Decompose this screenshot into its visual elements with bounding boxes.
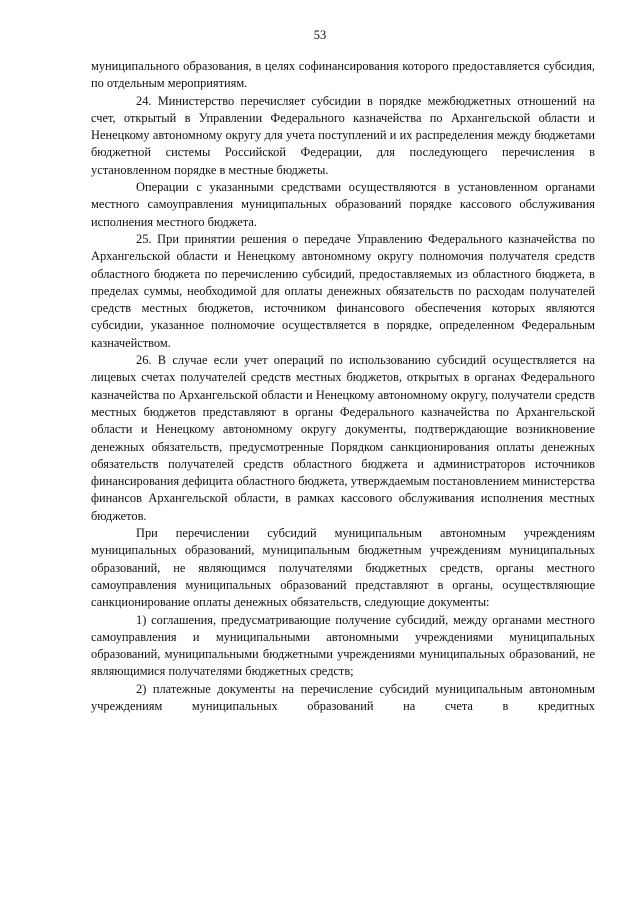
paragraph-subsidy-transfer: При перечислении субсидий муниципальным автономным учреждениям муниципальных образований, муниципальным бюджетным учреждениям муниципальных образований, не являющимся получателями бюджетных средств, органы местного самоуправления муниципальных образований представляют в органы, осуществляющие санкционирование оплаты денежных обязательств, следующие документы: xyxy=(91,526,595,610)
list-item-2: 2) платежные документы на перечисление субсидий муниципальным автономным учреждениям муниципальных образований на счета в кредитных xyxy=(91,681,595,713)
paragraph-operations: Операции с указанными средствами осуществляются в установленном органами местного самоуправления муниципальных образований порядке кассового обслуживания исполнения местного бюджета. xyxy=(91,180,595,229)
page-number: 53 xyxy=(313,28,327,42)
paragraph-item-24: 24. Министерство перечисляет субсидии в порядке межбюджетных отношений на счет, открытый в Управлении Федерального казначейства по Архангельской области и Ненецкому автономному округу для учета поступлений и их распределения между бюджетами бюджетной системы Российской Федерации, для последующего перечисления в установленном порядке в местные бюджеты. xyxy=(91,93,595,177)
paragraph-item-25: 25. При принятии решения о передаче Управлению Федерального казначейства по Архангельской области и Ненецкому автономному округу полномочия получателя средств областного бюджета по перечислению субсидий, предоставляемых из областного бюджета, в пределах суммы, необходимой для оплаты денежных обязательств по расходам получателей средств местных бюджетов, источником финансового обеспечения которых являются субсидии, указанное полномочие осуществляется в порядке, определенном Федеральным казначейством. xyxy=(91,231,595,350)
paragraph-continuation: муниципального образования, в целях софинансирования которого предоставляется субсидия, по отдельным мероприятиям. xyxy=(91,59,595,91)
list-item-1: 1) соглашения, предусматривающие получение субсидий, между органами местного самоуправления и муниципальными автономными учреждениями муниципальных образований, муниципальными бюджетными учреждениями муниципальных образований, не являющимися получателями бюджетных средств; xyxy=(91,612,595,679)
document-body xyxy=(91,58,595,715)
paragraph-item-26: 26. В случае если учет операций по использованию субсидий осуществляется на лицевых счетах получателей средств местных бюджетов, открытых в органах Федерального казначейства по Архангельской области и Ненецкому автономному округу, получатели средств местных бюджетов представляют в органы Федерального казначейства по Архангельской области и Ненецкому автономному округу документы, подтверждающие возникновение денежных обязательств, предусмотренные Порядком санкционирования оплаты денежных обязательств получателей средств областного бюджета и администраторов источников финансирования дефицита областного бюджета, утверждаемым постановлением министерства финансов Архангельской области, в рамках кассового обслуживания исполнения местных бюджетов. xyxy=(91,353,595,523)
